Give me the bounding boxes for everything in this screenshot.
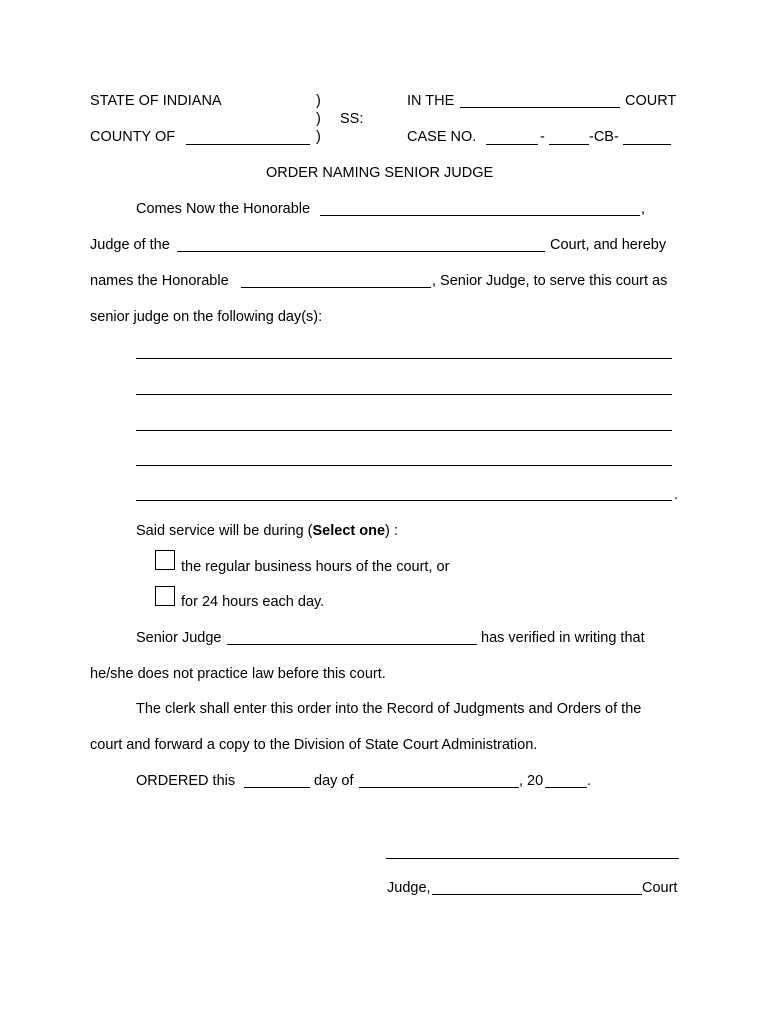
- ss-label: SS:: [340, 111, 364, 127]
- senior-judge-text: Senior Judge: [136, 630, 222, 646]
- court-name-field[interactable]: [460, 107, 620, 108]
- does-not-practice-text: he/she does not practice law before this court.: [90, 666, 386, 682]
- names-the-honorable-text: names the Honorable: [90, 273, 229, 289]
- twenty-four-hours-label: for 24 hours each day.: [181, 594, 325, 610]
- signature-court-field[interactable]: [432, 894, 642, 895]
- county-field[interactable]: [186, 144, 310, 145]
- case-no-field-3[interactable]: [623, 144, 671, 145]
- day-line-2[interactable]: [136, 394, 672, 395]
- court-and-hereby-text: Court, and hereby: [550, 237, 667, 253]
- comes-now-text: Comes Now the Honorable: [136, 201, 311, 217]
- case-no-field-2[interactable]: [549, 144, 589, 145]
- senior-judge-serve-text: , Senior Judge, to serve this court as: [432, 273, 668, 289]
- judge-signature-label: Judge,: [387, 880, 431, 896]
- regular-hours-label: the regular business hours of the court, or: [181, 559, 450, 575]
- ordered-this-text: ORDERED this: [136, 773, 236, 789]
- caption-paren-2: ): [316, 111, 321, 127]
- regular-hours-checkbox[interactable]: [155, 550, 175, 570]
- court-label: COURT: [625, 93, 677, 109]
- ordered-month-field[interactable]: [359, 787, 519, 788]
- day-line-5[interactable]: [136, 500, 672, 501]
- caption-paren-1: ): [316, 93, 321, 109]
- has-verified-text: has verified in writing that: [481, 630, 645, 646]
- senior-judge-name-field[interactable]: [241, 287, 431, 288]
- clerk-text-1: The clerk shall enter this order into the Record of Judgments and Orders of the: [136, 701, 642, 717]
- day-line-3[interactable]: [136, 430, 672, 431]
- signature-court-label: Court: [642, 880, 678, 896]
- clerk-text-2: court and forward a copy to the Division of State Court Administration.: [90, 737, 538, 753]
- day-line-1[interactable]: [136, 358, 672, 359]
- case-no-field-1[interactable]: [486, 144, 538, 145]
- ordered-day-field[interactable]: [244, 787, 310, 788]
- twenty-text: , 20: [519, 773, 544, 789]
- state-label: STATE OF INDIANA: [90, 93, 222, 109]
- day-line-4[interactable]: [136, 465, 672, 466]
- select-one-label: Select one: [312, 523, 386, 539]
- case-sep-1: -: [540, 129, 545, 145]
- ordered-year-field[interactable]: [545, 787, 587, 788]
- document-title: ORDER NAMING SENIOR JUDGE: [266, 165, 494, 181]
- day-of-text: day of: [314, 773, 354, 789]
- case-no-label: CASE NO.: [407, 129, 477, 145]
- judge-of-the-text: Judge of the: [90, 237, 170, 253]
- caption-paren-3: ): [316, 129, 321, 145]
- service-text: Said service will be during (Select one) :: [136, 523, 398, 539]
- senior-judge-verify-field[interactable]: [227, 644, 477, 645]
- signature-line[interactable]: [386, 858, 679, 859]
- ordered-end-period: .: [587, 773, 592, 789]
- county-label: COUNTY OF: [90, 129, 176, 145]
- case-sep-2: -CB-: [589, 129, 619, 145]
- days-end-period: .: [674, 487, 679, 503]
- twenty-four-hours-checkbox[interactable]: [155, 586, 175, 606]
- judge-court-field[interactable]: [177, 251, 545, 252]
- comes-now-comma: ,: [641, 201, 646, 217]
- honorable-judge-field[interactable]: [320, 215, 640, 216]
- following-days-text: senior judge on the following day(s):: [90, 309, 323, 325]
- in-the-label: IN THE: [407, 93, 455, 109]
